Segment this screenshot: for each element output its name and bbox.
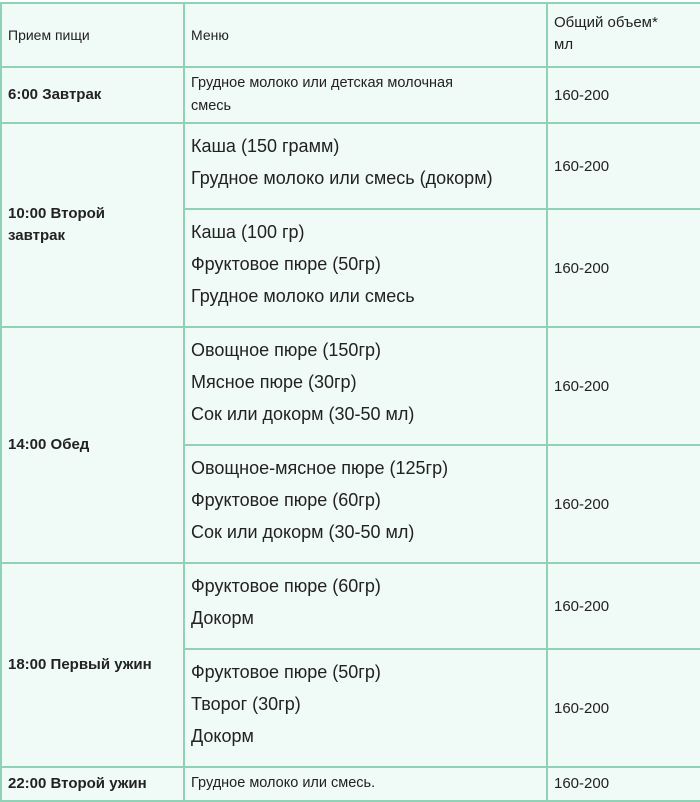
table-row [1,67,700,123]
volume-cell: 160-200 [547,767,700,800]
table-header-row [1,3,700,67]
menu-line: Каша (100 гр) [191,222,305,243]
column-header-volume-line2: мл [554,35,574,53]
menu-line: Докорм [191,726,254,747]
feeding-schedule-table [0,2,700,802]
menu-cell: Грудное молоко или смесь. [184,767,547,800]
menu-line: Овощное пюре (150гр) [191,340,382,361]
column-header-meal: Прием пищи [1,3,184,67]
meal-time-cell: 6:00 Завтрак [1,67,184,123]
menu-line: Сок или докорм (30-50 мл) [191,404,415,425]
menu-cell [184,563,547,649]
menu-cell [184,67,547,123]
menu-line: Докорм [191,608,254,629]
menu-line: Фруктовое пюре (60гр) [191,576,381,597]
menu-line: Фруктовое пюре (50гр) [191,254,381,275]
menu-line: Фруктовое пюре (60гр) [191,490,381,511]
menu-cell [184,649,547,767]
table-row [1,767,700,800]
table-row [1,327,700,445]
menu-line: Грудное молоко или смесь [191,286,415,307]
volume-cell: 160-200 [547,327,700,445]
menu-cell [184,209,547,327]
volume-cell: 160-200 [547,123,700,209]
meal-time-line: завтрак [8,227,65,245]
volume-cell: 160-200 [547,563,700,649]
column-header-volume [547,3,700,67]
volume-cell: 160-200 [547,209,700,327]
meal-time-cell: 14:00 Обед [1,327,184,563]
menu-line: Творог (30гр) [191,694,301,715]
menu-line: Мясное пюре (30гр) [191,372,357,393]
meal-time-cell: 22:00 Второй ужин [1,767,184,800]
table-row [1,123,700,209]
menu-line: Сок или докорм (30-50 мл) [191,522,415,543]
menu-line: Овощное-мясное пюре (125гр) [191,458,449,479]
menu-line: Грудное молоко или детская молочная [191,75,453,91]
menu-cell [184,445,547,563]
menu-cell [184,327,547,445]
menu-line: Фруктовое пюре (50гр) [191,662,381,683]
volume-cell: 160-200 [547,649,700,767]
column-header-volume-line1: Общий объем* [554,14,658,31]
menu-line: смесь [191,98,232,115]
meal-time-cell [1,123,184,327]
column-header-menu: Меню [184,3,547,67]
meal-time-line: 10:00 Второй [8,204,106,222]
table-row [1,563,700,649]
volume-cell: 160-200 [547,445,700,563]
menu-line: Каша (150 грамм) [191,136,340,157]
volume-cell: 160-200 [547,67,700,123]
meal-time-cell: 18:00 Первый ужин [1,563,184,767]
menu-line: Грудное молоко или смесь (докорм) [191,168,493,189]
menu-cell [184,123,547,209]
